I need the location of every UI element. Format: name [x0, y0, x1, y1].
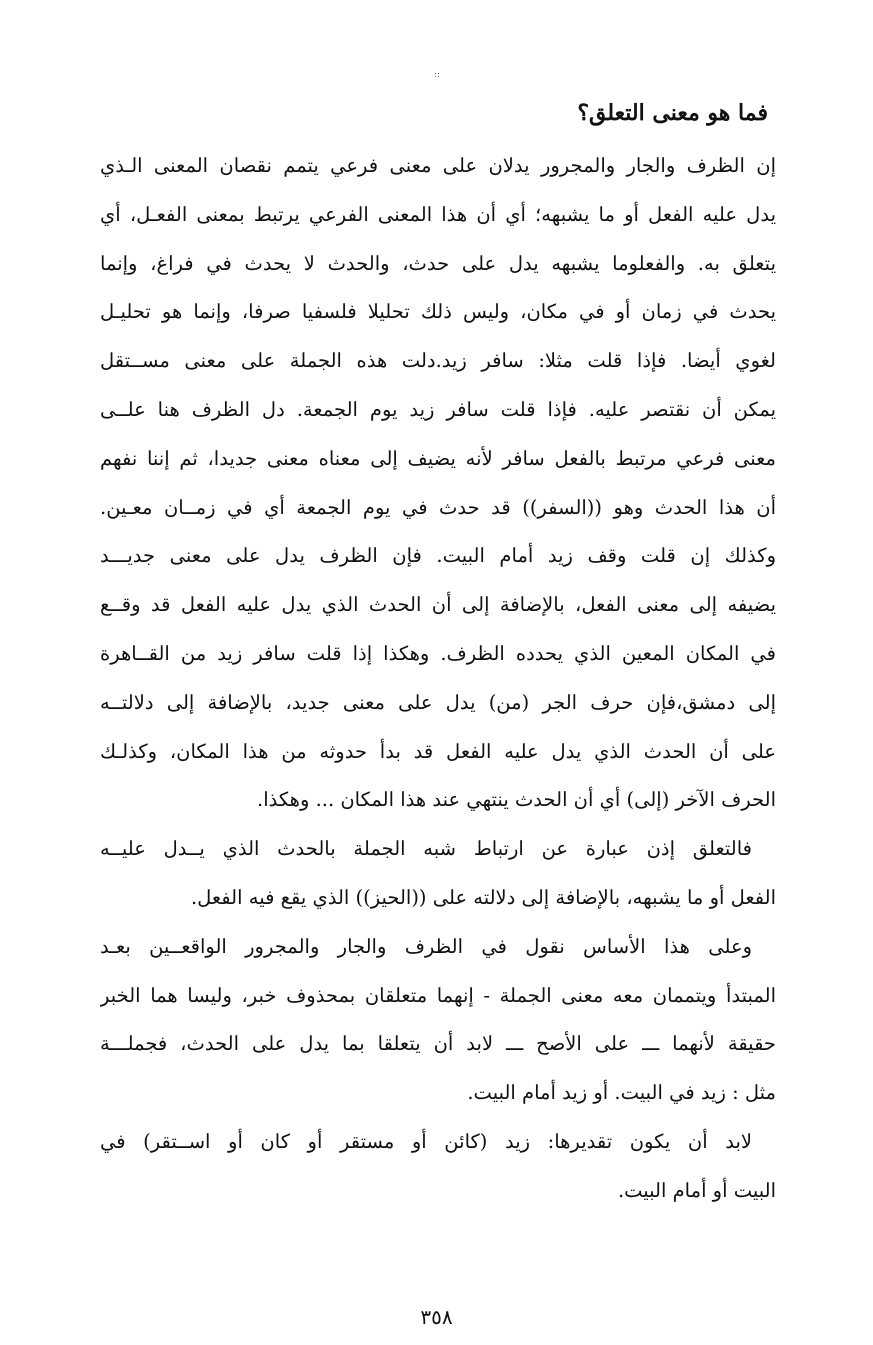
text-line-21: لابد أن يكون تقديرها: زيد (كائن أو مستقر أو كان أو اســتقر) في	[100, 1129, 752, 1153]
text-line-7: معنى فرعي مرتبط بالفعل سافر لأنه يضيف إلى معناه معنى جديدا، ثم إننا نفهم	[100, 446, 776, 470]
text-line-3: يتعلق به. والفعلوما يشبهه يدل على حدث، والحدث لا يحدث في فراغ، وإنما	[100, 251, 776, 275]
body-text	[100, 142, 776, 1216]
text-line-4: يحدث في زمان أو في مكان، وليس ذلك تحليلا فلسفيا صرفا، وإنما هو تحليـل	[100, 300, 776, 324]
text-line-17: وعلى هذا الأساس نقول في الظرف والجار والمجرور الواقعــين بعـد	[100, 934, 752, 958]
text-line-19: حقيقة لأنهما ـــ على الأصح ـــ لابد أن يتعلقا بما يدل على الحدث، فجملـــة	[100, 1032, 776, 1056]
text-line-13: على أن الحدث الذي يدل عليه الفعل قد بدأ حدوثه من هذا المكان، وكذلـك	[100, 739, 776, 763]
section-heading: فما هو معنى التعلق؟	[577, 100, 768, 126]
text-line-6: يمكن أن نقتصر عليه. فإذا قلت سافر زيد يوم الجمعة. دل الظرف هنا علــى	[100, 397, 776, 421]
scan-mark: ::	[434, 70, 441, 80]
text-line-22: البيت أو أمام البيت.	[617, 1178, 776, 1202]
text-line-2: يدل عليه الفعل أو ما يشبهه؛ أي أن هذا المعنى الفرعي يرتبط بمعنى الفعـل، أي	[100, 202, 776, 226]
text-line-10: يضيفه إلى معنى الفعل، بالإضافة إلى أن الحدث الذي يدل عليه الفعل قد وقــع	[100, 593, 776, 617]
text-line-20: مثل : زيد في البيت. أو زيد أمام البيت.	[467, 1081, 776, 1105]
text-line-1: إن الظرف والجار والمجرور يدلان على معنى فرعي يتمم نقصان المعنى الـذي	[100, 154, 776, 177]
text-line-16: الفعل أو ما يشبهه، بالإضافة إلى دلالته على ((الحيز)) الذي يقع فيه الفعل.	[190, 885, 776, 909]
page-number: ٣٥٨	[420, 1305, 453, 1329]
text-line-11: في المكان المعين الذي يحدده الظرف. وهكذا إذا قلت سافر زيد من القــاهرة	[100, 641, 776, 665]
text-line-18: المبتدأ ويتممان معه معنى الجملة - إنهما متعلقان بمحذوف خبر، وليسا هما الخبر	[100, 983, 776, 1007]
text-line-15: فالتعلق إذن عبارة عن ارتباط شبه الجملة بالحدث الذي يــدل عليــه	[100, 837, 752, 861]
text-line-14: الحرف الآخر (إلى) أي أن الحدث ينتهي عند هذا المكان ... وهكذا.	[257, 788, 776, 812]
text-line-9: وكذلك إن قلت وقف زيد أمام البيت. فإن الظرف يدل على معنى جديـــد	[100, 544, 776, 568]
text-line-5: لغوي أيضا. فإذا قلت مثلا: سافر زيد.دلت هذه الجملة على معنى مســتقل	[100, 349, 776, 373]
text-line-8: أن هذا الحدث وهو ((السفر)) قد حدث في يوم الجمعة أي في زمــان معـين.	[100, 495, 776, 519]
text-line-12: إلى دمشق،فإن حرف الجر (من) يدل على معنى جديد، بالإضافة إلى دلالتــه	[100, 690, 776, 714]
